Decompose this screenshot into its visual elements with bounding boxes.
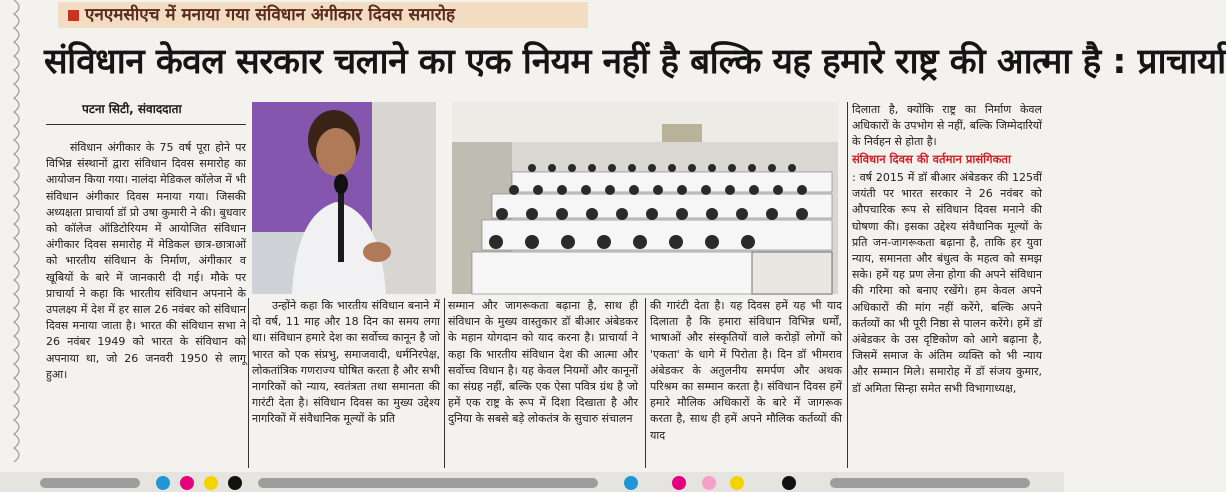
column-divider-1: [248, 298, 249, 468]
yellow-registration-dot-2: [730, 476, 744, 490]
auditorium-audience-illustration: [452, 102, 838, 294]
column-1-text: संविधान अंगीकार के 75 वर्ष पूरा होने पर विभिन्न संस्थानों द्वारा संविधान दिवस समारोह का आयोजन किया गया। नालंदा मेडिकल कॉलेज में भी संविधान अंगीकार दिवस मनाया गया। जिसकी अध्यक्षता प्राचार्या डॉ प्रो उषा कुमारी ने की। बुधवार को कॉलेज ऑडिटोरियम में आयोजित संविधान अंगीकार दिवस समारोह में मेडिकल छात्र-छात्राओं को भारतीय संविधान के निर्माण, अंगीकार व खूबियों के बारे में जानकारी दी गई। मौके पर प्राचार्या ने कहा कि भारतीय संविधान अपनाने के उपलक्ष्य में देश में हर साल 26 नवंबर को संविधान दिवस मनाया जाता है। भारत की संविधान सभा ने 26 नवंबर 1949 को भारत के संविधान को अपनाया था, जो 26 जनवरी 1950 से लागू हुआ।: [46, 141, 246, 381]
pink-registration-dot-2: [702, 476, 716, 490]
kicker-text: एनएमसीएच में मनाया गया संविधान अंगीकार दिवस समारोह: [85, 5, 456, 25]
black-registration-dot-2: [782, 476, 796, 490]
column-4-text: की गारंटी देता है। यह दिवस हमें यह भी याद दिलाता है कि हमारा संविधान विभिन्न धर्मों, भाषाओं और संस्कृतियों वाले करोड़ों लोगों को 'एकता' के धागे में पिरोता है। दिन डॉ भीमराव अंबेडकर के अतुलनीय समर्पण और अथक परिश्रम का सम्मान करता है। संविधान दिवस हमें हमारे मौलिक अधिकारों के बारे में जागरूक करता है, साथ ही हमें अपने मौलिक कर्तव्यों की याद: [650, 299, 842, 442]
auditorium-audience-photo: [452, 102, 838, 294]
column-5-subhead: संविधान दिवस की वर्तमान प्रासंगिकता: [852, 152, 1011, 166]
column-divider-4: [847, 102, 848, 468]
byline-rule: [46, 124, 246, 125]
yellow-registration-dot: [204, 476, 218, 490]
torn-edge-decoration: [0, 0, 30, 470]
cyan-registration-dot-2: [624, 476, 638, 490]
column-5-lead-text: दिलाता है, क्योंकि राष्ट्र का निर्माण केवल अधिकारों के उपभोग से नहीं, बल्कि जिम्मेदारियों के निर्वहन से होता है।: [852, 103, 1042, 149]
column-divider-3: [645, 298, 646, 468]
column-2-text: उन्होंने कहा कि भारतीय संविधान बनाने में दो वर्ष, 11 माह और 18 दिन का समय लगा था। संविधान हमारे देश का सर्वोच्च कानून है जो भारत को एक संप्रभु, समाजवादी, धर्मनिरपेक्ष, लोकतांत्रिक गणराज्य घोषित करता है और सभी नागरिकों को न्याय, स्वतंत्रता तथा समानता की गारंटी देता है। संविधान दिवस का मुख्य उद्देश्य नागरिकों में संवैधानिक मूल्यों के प्रति: [252, 299, 440, 426]
kicker-bullet-icon: [68, 10, 79, 21]
speaker-photo-illustration: [252, 102, 436, 294]
cyan-registration-dot: [156, 476, 170, 490]
magenta-registration-dot: [180, 476, 194, 490]
byline: पटना सिटी, संवाददाता: [82, 102, 182, 116]
speaker-photo: [252, 102, 436, 294]
story-headline: संविधान केवल सरकार चलाने का एक नियम नहीं है बल्कि यह हमारे राष्ट्र की आत्मा है : प्राचार्या: [44, 42, 1226, 82]
column-5-text: : वर्ष 2015 में डॉ बीआर अंबेडकर की 125वीं जयंती पर भारत सरकार ने 26 नवंबर को औपचारिक रूप से संविधान दिवस मनाने की घोषणा की। इसका उद्देश्य संवैधानिक मूल्यों के प्रति जन-जागरूकता बढ़ाना है, ताकि हर युवा न्याय, समानता और बंधुत्व के महत्व को समझ सके। हमें यह प्रण लेना होगा की अपने संविधान की गरिमा को बनाए रखेंगे। हम केवल अपने अधिकारों की मांग नहीं करेंगे, बल्कि अपने कर्तव्यों का भी पूरी निष्ठा से पालन करेंगे। हमें डॉ अंबेडकर के उस दृष्टिकोण को आगे बढ़ाना है, जिसमें समाज के अंतिम व्यक्ति को भी न्याय और सम्मान मिले। समारोह में डॉ संजय कुमार, डॉ अमिता सिन्हा समेत सभी विभागाध्यक्ष,: [852, 171, 1042, 395]
magenta-registration-dot-2: [672, 476, 686, 490]
registration-bar-right: [830, 478, 1030, 488]
registration-bar-mid: [258, 478, 598, 488]
black-registration-dot: [228, 476, 242, 490]
registration-bar-left: [40, 478, 140, 488]
column-divider-2: [444, 298, 445, 468]
column-3-text: सम्मान और जागरूकता बढ़ाना है, साथ ही संविधान के मुख्य वास्तुकार डॉ बीआर अंबेडकर के महान योगदान को याद करना है। प्राचार्या ने कहा कि भारतीय संविधान देश की आत्मा और सर्वोच्च विधान है। यह केवल नियमों और कानूनों का संग्रह नहीं, बल्कि एक ऐसा पवित्र ग्रंथ है जो हमें एक राष्ट्र के रूप में दिशा दिखाता है और दुनिया के सबसे बड़े लोकतंत्र के सुचारु संचालन: [448, 299, 638, 426]
story-kicker: [58, 2, 588, 28]
